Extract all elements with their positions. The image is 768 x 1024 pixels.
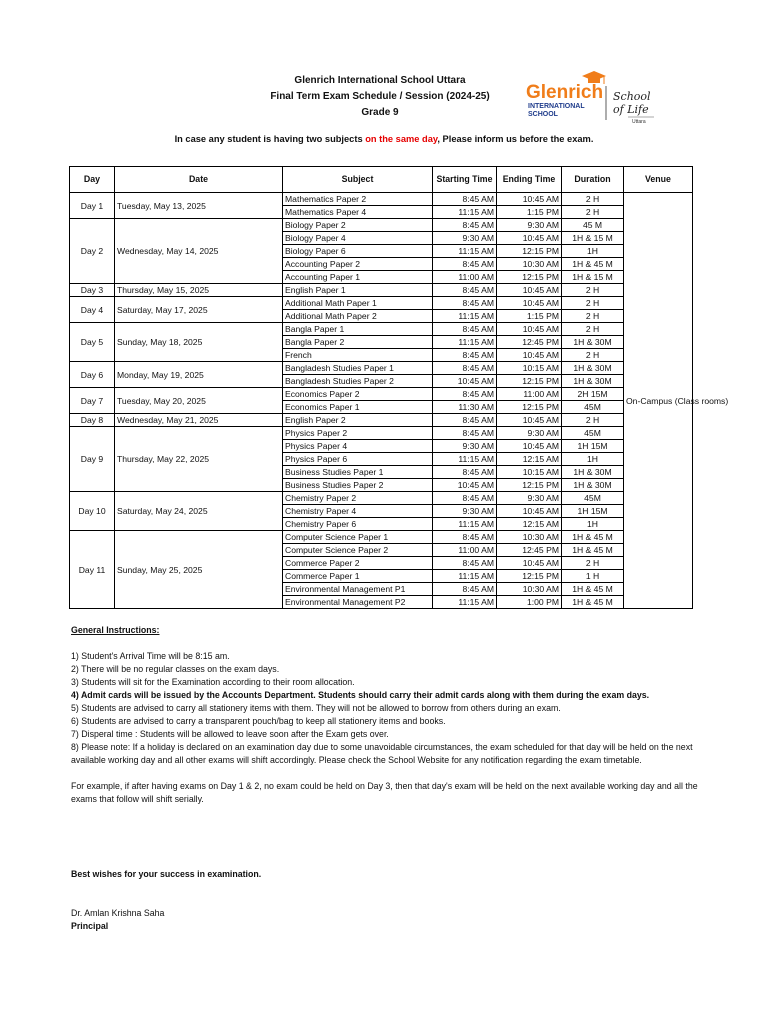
subject-cell: Bangladesh Studies Paper 2: [283, 375, 433, 388]
start-time-cell: 8:45 AM: [433, 219, 497, 232]
duration-cell: 1H: [562, 453, 624, 466]
day-cell: Day 3: [70, 284, 115, 297]
table-row: [70, 323, 693, 336]
instruction-item: 1) Student's Arrival Time will be 8:15 am.: [71, 651, 230, 661]
subject-cell: Business Studies Paper 1: [283, 466, 433, 479]
instruction-item: 7) Disperal time : Students will be allowed to leave soon after the Exam gets over.: [71, 729, 389, 739]
duration-cell: 45M: [562, 492, 624, 505]
duration-cell: 2 H: [562, 310, 624, 323]
duration-cell: 2 H: [562, 297, 624, 310]
day-cell: Day 7: [70, 388, 115, 414]
table-body: [70, 193, 729, 609]
header-date: Date: [115, 167, 283, 193]
end-time-cell: 12:15 PM: [497, 401, 562, 414]
duration-cell: 1H & 30M: [562, 362, 624, 375]
start-time-cell: 11:00 AM: [433, 544, 497, 557]
subject-cell: Chemistry Paper 6: [283, 518, 433, 531]
subject-cell: Mathematics Paper 4: [283, 206, 433, 219]
subject-cell: Commerce Paper 1: [283, 570, 433, 583]
day-cell: Day 11: [70, 531, 115, 609]
notice-highlight: on the same day: [365, 134, 438, 144]
end-time-cell: 10:30 AM: [497, 583, 562, 596]
subject-cell: Bangla Paper 2: [283, 336, 433, 349]
logo-tagline1: School: [613, 90, 651, 103]
signatory-title: Principal: [71, 921, 109, 931]
subject-cell: Accounting Paper 2: [283, 258, 433, 271]
document-header: [230, 73, 530, 121]
day-cell: Day 5: [70, 323, 115, 362]
end-time-cell: 12:15 PM: [497, 375, 562, 388]
subject-cell: Mathematics Paper 2: [283, 193, 433, 206]
table-row: [70, 284, 693, 297]
table-row: [70, 414, 693, 427]
general-instructions: [71, 624, 701, 806]
date-cell: Tuesday, May 20, 2025: [115, 388, 283, 414]
instructions-example: For example, if after having exams on Day 1 & 2, no exam could be held on Day 3, then that day's exam will be held on the next available working day and all the exams that follow will shift serially.: [71, 781, 698, 804]
end-time-cell: 12:15 PM: [497, 570, 562, 583]
school-logo: [524, 70, 664, 126]
instruction-item: 5) Students are advised to carry all stationery items with them. They will not be allowed to borrow from others during an exam.: [71, 703, 561, 713]
subject-cell: Environmental Management P2: [283, 596, 433, 609]
subject-cell: Commerce Paper 2: [283, 557, 433, 570]
start-time-cell: 8:45 AM: [433, 297, 497, 310]
logo-line1: INTERNATIONAL: [528, 103, 585, 110]
end-time-cell: 9:30 AM: [497, 427, 562, 440]
duration-cell: 2H 15M: [562, 388, 624, 401]
subject-cell: Physics Paper 6: [283, 453, 433, 466]
end-time-cell: 1:15 PM: [497, 206, 562, 219]
duration-cell: 2 H: [562, 206, 624, 219]
duration-cell: 1H & 15 M: [562, 271, 624, 284]
instructions-list: [71, 650, 701, 767]
end-time-cell: 11:00 AM: [497, 388, 562, 401]
start-time-cell: 11:30 AM: [433, 401, 497, 414]
subject-cell: Biology Paper 4: [283, 232, 433, 245]
end-time-cell: 10:45 AM: [497, 323, 562, 336]
start-time-cell: 11:15 AM: [433, 518, 497, 531]
end-time-cell: 10:30 AM: [497, 258, 562, 271]
subject-cell: Biology Paper 2: [283, 219, 433, 232]
notice-post: , Please inform us before the exam.: [437, 134, 594, 144]
header-duration: Duration: [562, 167, 624, 193]
subject-cell: Computer Science Paper 2: [283, 544, 433, 557]
instructions-heading: General Instructions:: [71, 625, 160, 635]
day-cell: Day 4: [70, 297, 115, 323]
end-time-cell: 10:15 AM: [497, 466, 562, 479]
header-subject: Subject: [283, 167, 433, 193]
instruction-item: 8) Please note: If a holiday is declared on an examination day due to some unavoidable circumstances, the exam scheduled for that day will be held on the next available working day and all other exams will shift accordingly. Please check the School Website for any notification regarding the exam timetable.: [71, 742, 693, 765]
duration-cell: 1H & 15 M: [562, 232, 624, 245]
start-time-cell: 8:45 AM: [433, 466, 497, 479]
subject-cell: French: [283, 349, 433, 362]
subject-cell: Additional Math Paper 1: [283, 297, 433, 310]
end-time-cell: 10:45 AM: [497, 414, 562, 427]
start-time-cell: 10:45 AM: [433, 479, 497, 492]
duration-cell: 1H: [562, 245, 624, 258]
subject-cell: English Paper 2: [283, 414, 433, 427]
table-row: [70, 219, 693, 232]
signatory-name: Dr. Amlan Krishna Saha: [71, 908, 165, 918]
instruction-item: 6) Students are advised to carry a transparent pouch/bag to keep all stationery items and books.: [71, 716, 446, 726]
end-time-cell: 12:45 PM: [497, 336, 562, 349]
end-time-cell: 1:15 PM: [497, 310, 562, 323]
duration-cell: 1H & 45 M: [562, 531, 624, 544]
date-cell: Sunday, May 18, 2025: [115, 323, 283, 362]
duration-cell: 1H 15M: [562, 505, 624, 518]
date-cell: Thursday, May 15, 2025: [115, 284, 283, 297]
table-row: [70, 427, 693, 440]
end-time-cell: 1:00 PM: [497, 596, 562, 609]
duration-cell: 1H & 30M: [562, 375, 624, 388]
subject-cell: Physics Paper 2: [283, 427, 433, 440]
start-time-cell: 8:45 AM: [433, 557, 497, 570]
best-wishes: Best wishes for your success in examination.: [71, 869, 262, 879]
end-time-cell: 10:15 AM: [497, 362, 562, 375]
start-time-cell: 11:15 AM: [433, 206, 497, 219]
subject-cell: Biology Paper 6: [283, 245, 433, 258]
duration-cell: 45M: [562, 401, 624, 414]
date-cell: Saturday, May 17, 2025: [115, 297, 283, 323]
start-time-cell: 11:15 AM: [433, 570, 497, 583]
duration-cell: 2 H: [562, 193, 624, 206]
date-cell: Wednesday, May 21, 2025: [115, 414, 283, 427]
date-cell: Saturday, May 24, 2025: [115, 492, 283, 531]
duration-cell: 2 H: [562, 557, 624, 570]
subject-cell: Additional Math Paper 2: [283, 310, 433, 323]
duration-cell: 1H 15M: [562, 440, 624, 453]
end-time-cell: 12:45 PM: [497, 544, 562, 557]
day-cell: Day 2: [70, 219, 115, 284]
end-time-cell: 10:45 AM: [497, 284, 562, 297]
day-cell: Day 1: [70, 193, 115, 219]
table-row: [70, 297, 693, 310]
table-row: [70, 388, 693, 401]
end-time-cell: 12:15 PM: [497, 245, 562, 258]
day-cell: Day 6: [70, 362, 115, 388]
end-time-cell: 10:45 AM: [497, 193, 562, 206]
end-time-cell: 10:45 AM: [497, 297, 562, 310]
duration-cell: 45M: [562, 427, 624, 440]
start-time-cell: 8:45 AM: [433, 258, 497, 271]
table-row: [70, 193, 693, 206]
subject-cell: Computer Science Paper 1: [283, 531, 433, 544]
duration-cell: 1H & 45 M: [562, 596, 624, 609]
end-time-cell: 10:45 AM: [497, 557, 562, 570]
notice-pre: In case any student is having two subjects: [174, 134, 366, 144]
day-cell: Day 10: [70, 492, 115, 531]
subject-cell: Chemistry Paper 4: [283, 505, 433, 518]
end-time-cell: 10:45 AM: [497, 232, 562, 245]
end-time-cell: 10:30 AM: [497, 531, 562, 544]
subject-cell: Business Studies Paper 2: [283, 479, 433, 492]
subject-cell: Economics Paper 2: [283, 388, 433, 401]
start-time-cell: 8:45 AM: [433, 284, 497, 297]
start-time-cell: 9:30 AM: [433, 505, 497, 518]
duration-cell: 1H & 30M: [562, 466, 624, 479]
venue-cell: On-Campus (Class rooms): [624, 193, 693, 609]
start-time-cell: 8:45 AM: [433, 193, 497, 206]
start-time-cell: 8:45 AM: [433, 583, 497, 596]
header-day: Day: [70, 167, 115, 193]
end-time-cell: 10:45 AM: [497, 349, 562, 362]
date-cell: Tuesday, May 13, 2025: [115, 193, 283, 219]
school-name: Glenrich International School Uttara: [294, 75, 466, 86]
end-time-cell: 9:30 AM: [497, 219, 562, 232]
start-time-cell: 9:30 AM: [433, 440, 497, 453]
end-time-cell: 9:30 AM: [497, 492, 562, 505]
table-row: [70, 492, 693, 505]
duration-cell: 2 H: [562, 284, 624, 297]
start-time-cell: 11:15 AM: [433, 245, 497, 258]
duration-cell: 1H & 45 M: [562, 583, 624, 596]
date-cell: Sunday, May 25, 2025: [115, 531, 283, 609]
start-time-cell: 8:45 AM: [433, 323, 497, 336]
day-cell: Day 8: [70, 414, 115, 427]
duration-cell: 1H & 45 M: [562, 544, 624, 557]
duration-cell: 1 H: [562, 570, 624, 583]
logo-tagline2: of Life: [613, 103, 649, 116]
end-time-cell: 12:15 AM: [497, 518, 562, 531]
header-venue: Venue: [624, 167, 693, 193]
end-time-cell: 10:45 AM: [497, 440, 562, 453]
date-cell: Wednesday, May 14, 2025: [115, 219, 283, 284]
subject-cell: Physics Paper 4: [283, 440, 433, 453]
date-cell: Monday, May 19, 2025: [115, 362, 283, 388]
duration-cell: 45 M: [562, 219, 624, 232]
start-time-cell: 11:15 AM: [433, 336, 497, 349]
subject-cell: Chemistry Paper 2: [283, 492, 433, 505]
duration-cell: 1H & 45 M: [562, 258, 624, 271]
start-time-cell: 11:00 AM: [433, 271, 497, 284]
start-time-cell: 8:45 AM: [433, 492, 497, 505]
header-starting-time: Starting Time: [433, 167, 497, 193]
end-time-cell: 12:15 PM: [497, 271, 562, 284]
start-time-cell: 11:15 AM: [433, 453, 497, 466]
day-cell: Day 9: [70, 427, 115, 492]
date-cell: Thursday, May 22, 2025: [115, 427, 283, 492]
duration-cell: 2 H: [562, 349, 624, 362]
start-time-cell: 8:45 AM: [433, 414, 497, 427]
end-time-cell: 12:15 PM: [497, 479, 562, 492]
start-time-cell: 9:30 AM: [433, 232, 497, 245]
instruction-item: 4) Admit cards will be issued by the Accounts Department. Students should carry their admit cards along with them during the exam days.: [71, 690, 650, 700]
start-time-cell: 10:45 AM: [433, 375, 497, 388]
start-time-cell: 11:15 AM: [433, 310, 497, 323]
start-time-cell: 8:45 AM: [433, 349, 497, 362]
start-time-cell: 8:45 AM: [433, 531, 497, 544]
subject-cell: Bangladesh Studies Paper 1: [283, 362, 433, 375]
duration-cell: 1H & 30M: [562, 336, 624, 349]
subject-cell: Accounting Paper 1: [283, 271, 433, 284]
subject-cell: Economics Paper 1: [283, 401, 433, 414]
logo-line2: SCHOOL: [528, 111, 558, 118]
instruction-item: 2) There will be no regular classes on the exam days.: [71, 664, 280, 674]
logo-brand: Glenrich: [526, 82, 604, 103]
duration-cell: 1H & 30M: [562, 479, 624, 492]
subject-cell: English Paper 1: [283, 284, 433, 297]
start-time-cell: 11:15 AM: [433, 596, 497, 609]
duration-cell: 1H: [562, 518, 624, 531]
instruction-item: 3) Students will sit for the Examination according to their room allocation.: [71, 677, 355, 687]
end-time-cell: 12:15 AM: [497, 453, 562, 466]
schedule-title: Final Term Exam Schedule / Session (2024-25): [270, 91, 490, 102]
subject-cell: Bangla Paper 1: [283, 323, 433, 336]
end-time-cell: 10:45 AM: [497, 505, 562, 518]
duration-cell: 2 H: [562, 323, 624, 336]
notice-line: [0, 134, 768, 144]
start-time-cell: 8:45 AM: [433, 427, 497, 440]
start-time-cell: 8:45 AM: [433, 362, 497, 375]
exam-schedule-table: [69, 166, 729, 609]
logo-campus: Uttara: [632, 119, 646, 125]
table-row: [70, 362, 693, 375]
duration-cell: 2 H: [562, 414, 624, 427]
header-ending-time: Ending Time: [497, 167, 562, 193]
table-header-row: [70, 167, 693, 193]
table-row: [70, 531, 693, 544]
grade-label: Grade 9: [361, 107, 399, 118]
subject-cell: Environmental Management P1: [283, 583, 433, 596]
start-time-cell: 8:45 AM: [433, 388, 497, 401]
